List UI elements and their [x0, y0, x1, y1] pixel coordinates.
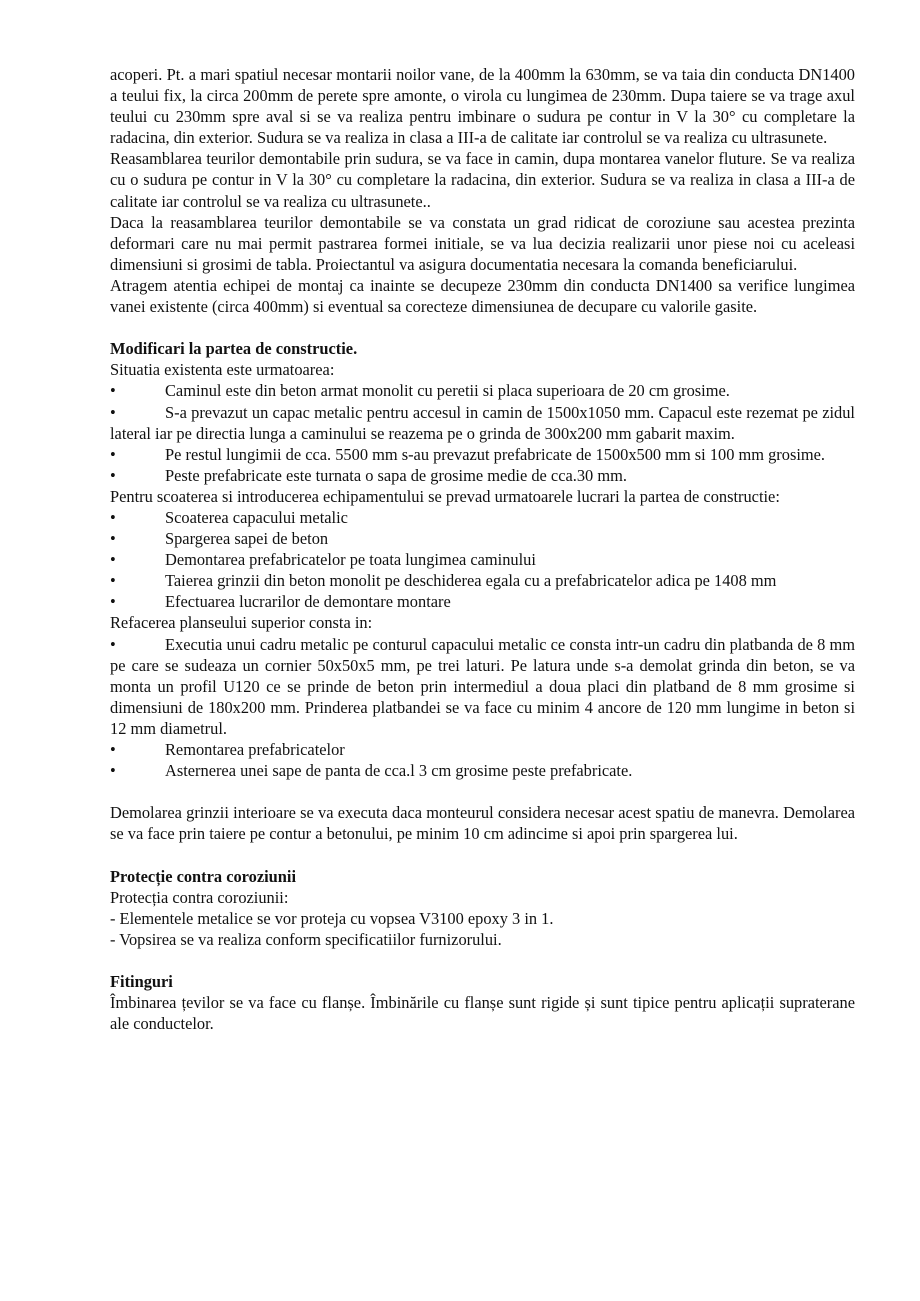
- fittings-text: Îmbinarea țevilor se va face cu flanșe. Îmbinările cu flanșe sunt rigide și sunt tipice pentru aplicații supraterane ale conductelor.: [110, 993, 855, 1034]
- bullet-icon: •: [110, 381, 116, 401]
- bullet-icon: •: [110, 571, 116, 591]
- spacer: [110, 950, 855, 971]
- bullet-icon: •: [110, 529, 116, 549]
- heading-construction: Modificari la partea de constructie.: [110, 339, 358, 359]
- bullet-icon: •: [110, 507, 116, 527]
- list-item: • Peste prefabricate este turnata o sapa de grosime medie de cca.30 mm.: [110, 465, 627, 485]
- list-item: • Executia unui cadru metalic pe conturul capacului metalic ce consta intr-un cadru din platbanda de 8 mm pe care se sudeaza un cornier 50x50x5 mm, pe trei laturi. Pe latura unde s-a demolat grinda din beton, se va monta un profil U120 ce se prinde de beton prin intermediul a doua placi din platband de 8 mm grosime si dimensiuni de 180x200 mm. Prinderea platbandei se va face cu minim 4 ancore de 120 mm lungime in beton si 12 mm diametrul.: [110, 634, 855, 738]
- bullet-icon: •: [110, 592, 116, 612]
- spacer: [110, 317, 855, 338]
- list-item: • Caminul este din beton armat monolit cu peretii si placa superioara de 20 cm grosime.: [110, 381, 730, 401]
- remake-intro: Refacerea planseului superior consta in:: [110, 613, 373, 633]
- existing-intro: Situatia existenta este urmatoarea:: [110, 360, 335, 380]
- list-item: • Spargerea sapei de beton: [110, 529, 329, 549]
- bullet-icon: •: [110, 740, 116, 759]
- paragraph-team-warning: Atragem atentia echipei de montaj ca inainte se decupeze 230mm din conducta DN1400 sa verifice lungimea vanei existente (circa 400mm) si eventual sa corecteze dimensiunea de decupare cu valorile gasite.: [110, 275, 855, 317]
- corrosion-intro: Protecția contra coroziunii:: [110, 887, 289, 907]
- heading-fittings: Fitinguri: [110, 972, 173, 992]
- works-intro: Pentru scoaterea si introducerea echipamentului se prevad urmatoarele lucrari la partea de constructie:: [110, 486, 780, 506]
- demolition-note: Demolarea grinzii interioare se va executa daca monteurul considera necesar acest spatiu de manevra. Demolarea se va face prin taiere pe contur a betonului, pe minim 10 cm adincime si apoi prin spargerea lui.: [110, 803, 855, 844]
- bullet-icon: •: [110, 761, 116, 781]
- spacer: [110, 781, 855, 802]
- heading-corrosion: Protecție contra coroziunii: [110, 866, 297, 886]
- bullet-icon: •: [110, 402, 116, 422]
- list-item: • Pe restul lungimii de cca. 5500 mm s-au prevazut prefabricate de 1500x500 mm si 100 mm grosime.: [110, 444, 826, 464]
- list-item: • Taierea grinzii din beton monolit pe deschiderea egala cu a prefabricatelor adica pe 1408 mm: [110, 571, 777, 591]
- list-item: • Asternerea unei sape de panta de cca.l 3 cm grosime peste prefabricate.: [110, 761, 633, 781]
- list-item: • Remontarea prefabricatelor: [110, 740, 345, 759]
- paragraph-corrosion-decision: Daca la reasamblarea teurilor demontabile se va constata un grad ridicat de coroziune sau acestea prezinta deformari care nu mai permit pastrarea formei initiale, se va lua decizia realizarii unor piese noi cu aceleasi dimensiuni si grosimi de tabla. Proiectantul va asigura documentatia necesara la comanda beneficiarului.: [110, 212, 855, 274]
- list-item: - Elementele metalice se vor proteja cu vopsea V3100 epoxy 3 in 1.: [110, 908, 554, 928]
- bullet-icon: •: [110, 550, 116, 570]
- bullet-icon: •: [110, 465, 116, 485]
- list-item: • Efectuarea lucrarilor de demontare montare: [110, 592, 451, 612]
- list-item: • S-a prevazut un capac metalic pentru accesul in camin de 1500x1050 mm. Capacul este rezemat pe zidul lateral iar pe directia lunga a caminului se reazema pe o grinda de 300x200 mm gabarit maxim.: [110, 402, 855, 443]
- paragraph-cutting: acoperi. Pt. a mari spatiul necesar montarii noilor vane, de la 400mm la 630mm, se va taia din conducta DN1400 a teului fix, la circa 200mm de perete spre amonte, o virola cu lungimea de 230mm. Dupa taiere se va trage axul teului cu 230mm spre aval si se va realiza pentru imbinare o sudura pe contur in V la 30° cu completare la radacina, din exterior. Sudura se va realiza in clasa a III-a de calitate iar controlul se va realiza cu ultrasunete.: [110, 65, 855, 148]
- list-item: - Vopsirea se va realiza conform specificatiilor furnizorului.: [110, 929, 502, 949]
- document-page: [110, 64, 855, 1034]
- paragraph-reassembly: Reasamblarea teurilor demontabile prin sudura, se va face in camin, dupa montarea vanelor fluture. Se va realiza cu o sudura pe contur in V la 30° cu completare la radacina, din exterior. Sudura se va realiza in clasa a III-a de calitate iar controlul se va realiza cu ultrasunete..: [110, 149, 855, 211]
- list-item: • Scoaterea capacului metalic: [110, 507, 348, 527]
- bullet-icon: •: [110, 634, 116, 654]
- spacer: [110, 844, 855, 865]
- list-item: • Demontarea prefabricatelor pe toata lungimea caminului: [110, 550, 536, 570]
- bullet-icon: •: [110, 444, 116, 464]
